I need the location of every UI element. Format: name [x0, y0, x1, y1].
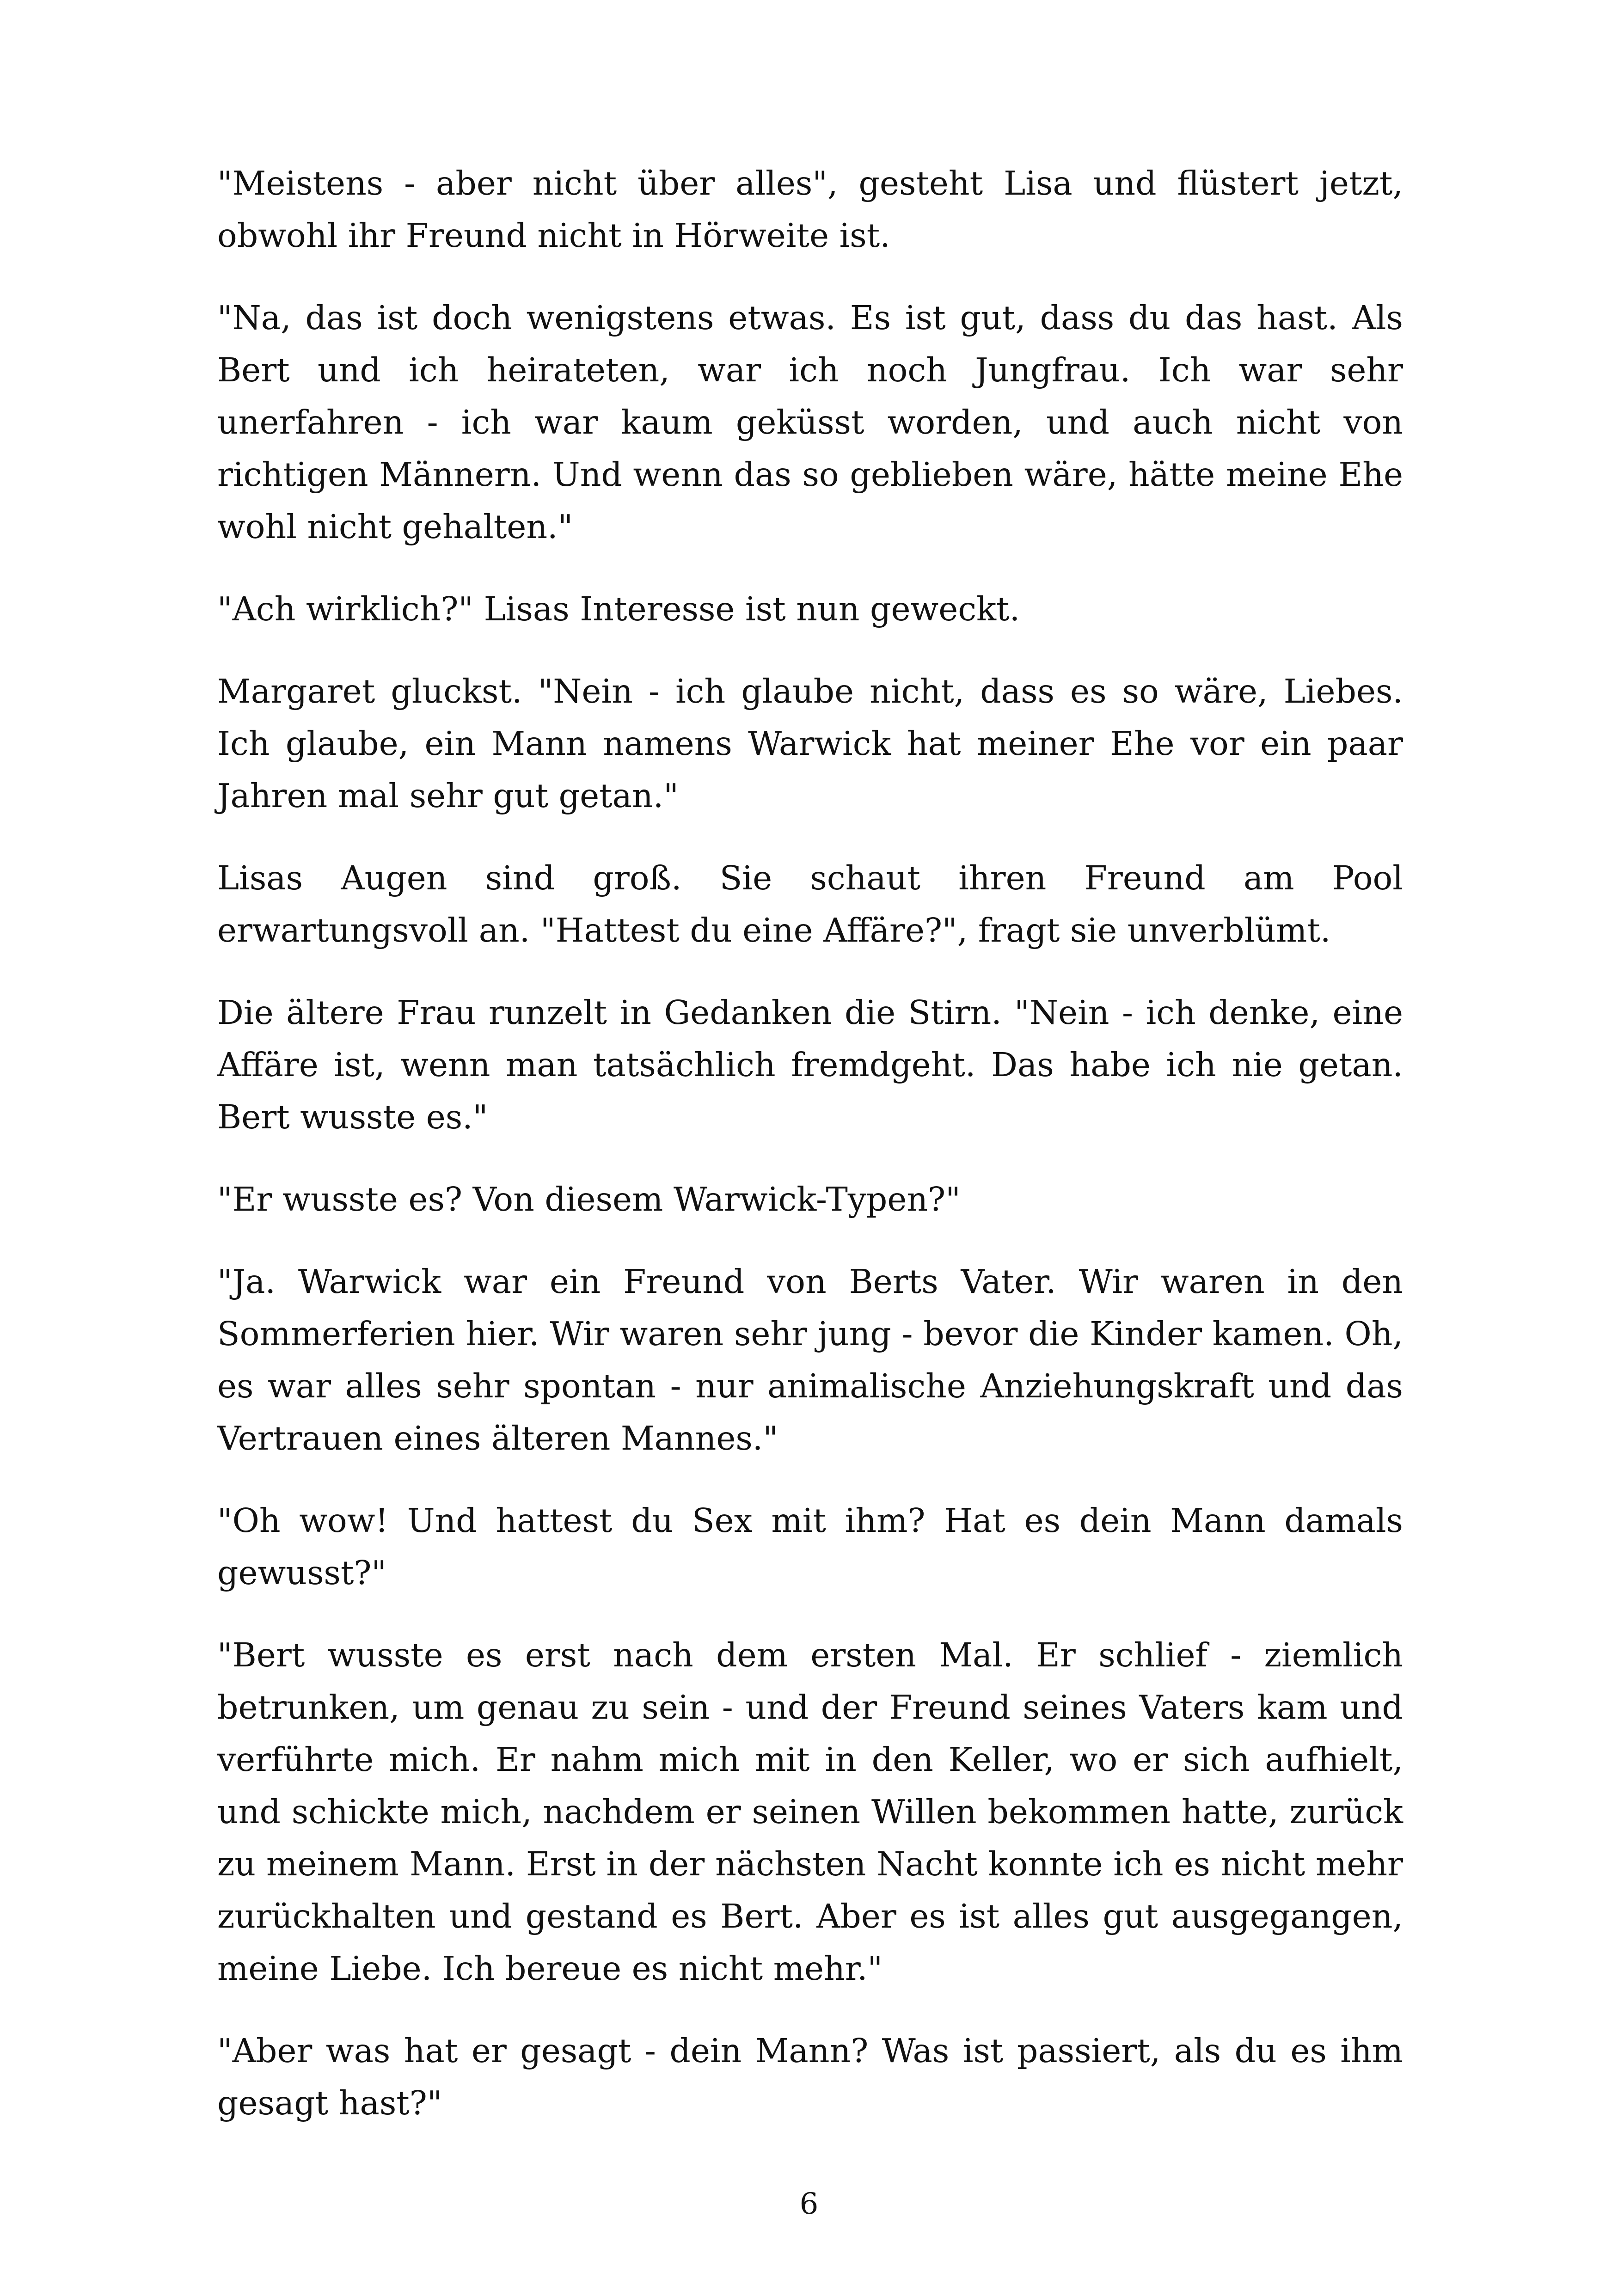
paragraph: "Meistens - aber nicht über alles", gesteht Lisa und flüstert jetzt, obwohl ihr Freund nicht in Hörweite ist.	[217, 164, 1403, 255]
paragraph: "Ach wirklich?" Lisas Interesse ist nun geweckt.	[217, 590, 1020, 628]
paragraph: "Aber was hat er gesagt - dein Mann? Was ist passiert, als du es ihm gesagt hast?"	[217, 2032, 1403, 2122]
paragraph: "Bert wusste es erst nach dem ersten Mal. Er schlief - ziemlich betrunken, um genau zu sein - und der Freund seines Vaters kam und verführte mich. Er nahm mich mit in den Keller, wo er sich aufhielt, und schickte mich, nachdem er seinen Willen bekommen hatte, zurück zu meinem Mann. Erst in der nächsten Nacht konnte ich es nicht mehr zurückhalten und gestand es Bert. Aber es ist alles gut ausgegangen, meine Liebe. Ich bereue es nicht mehr."	[217, 1636, 1403, 1988]
paragraph: Margaret gluckst. "Nein - ich glaube nicht, dass es so wäre, Liebes. Ich glaube, ein Mann namens Warwick hat meiner Ehe vor ein paar Jahren mal sehr gut getan."	[217, 672, 1403, 815]
page-body	[217, 157, 1403, 2159]
paragraph: Die ältere Frau runzelt in Gedanken die Stirn. "Nein - ich denke, eine Affäre ist, wenn man tatsächlich fremdgeht. Das habe ich nie getan. Bert wusste es."	[217, 993, 1403, 1136]
page-number: 6	[799, 2187, 819, 2221]
paragraph: "Er wusste es? Von diesem Warwick-Typen?"	[217, 1180, 961, 1218]
paragraph: "Na, das ist doch wenigstens etwas. Es ist gut, dass du das hast. Als Bert und ich heirateten, war ich noch Jungfrau. Ich war sehr unerfahren - ich war kaum geküsst worden, und auch nicht von richtigen Männern. Und wenn das so geblieben wäre, hätte meine Ehe wohl nicht gehalten."	[217, 299, 1403, 546]
paragraph: Lisas Augen sind groß. Sie schaut ihren Freund am Pool erwartungsvoll an. "Hattest du eine Affäre?", fragt sie unverblümt.	[217, 859, 1403, 949]
paragraph: "Oh wow! Und hattest du Sex mit ihm? Hat es dein Mann damals gewusst?"	[217, 1501, 1403, 1592]
paragraph: "Ja. Warwick war ein Freund von Berts Vater. Wir waren in den Sommerferien hier. Wir waren sehr jung - bevor die Kinder kamen. Oh, es war alles sehr spontan - nur animalische Anziehungskraft und das Vertrauen eines älteren Mannes."	[217, 1262, 1403, 1457]
